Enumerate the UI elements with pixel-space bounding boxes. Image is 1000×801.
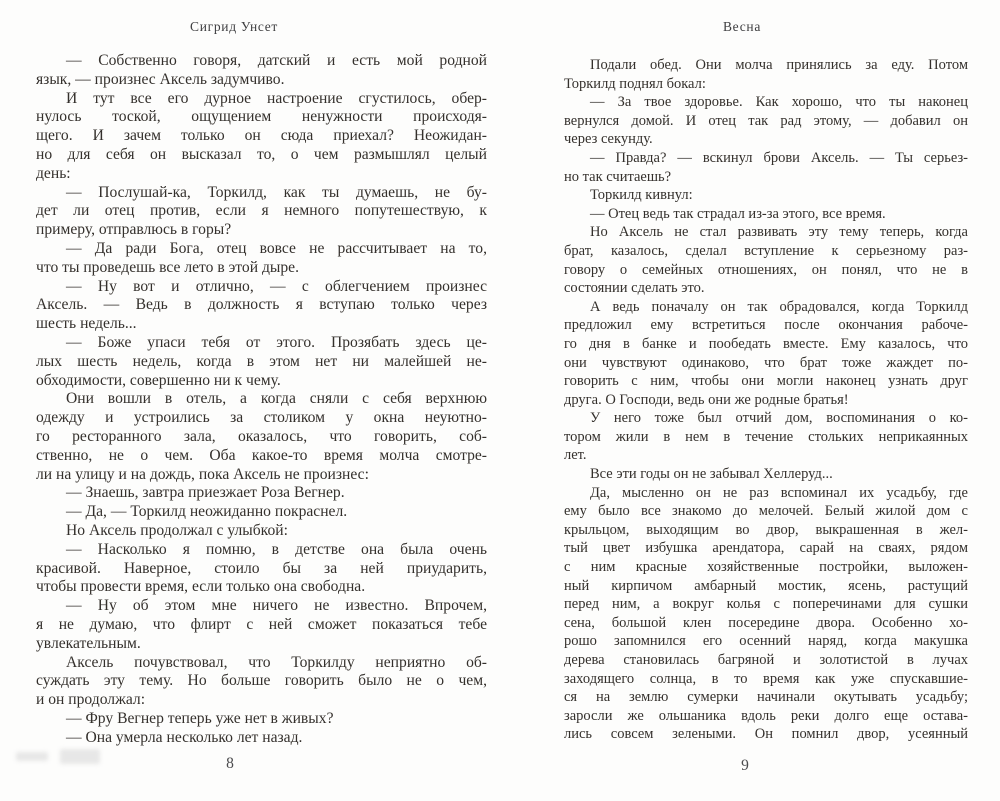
text-line: ли на улицу и на дождь, пока Аксель не произнес:: [36, 465, 369, 483]
text-line: — Правда? — вскинул брови Аксель. — Ты серьез-: [590, 149, 968, 166]
text-line: У него тоже был отчий дом, воспоминания о ко-: [590, 410, 968, 427]
text-line: друга. О Господи, ведь они же родные братья!: [564, 391, 849, 408]
text-line: — Фру Вегнер теперь уже нет в живых?: [66, 709, 334, 727]
text-line: шесть недель...: [36, 315, 137, 333]
text-line: нулось тоской, ощущением ненужности происходя-: [36, 108, 487, 126]
text-line: что ты проведешь все лето в этой дыре.: [36, 258, 299, 276]
text-line: они чувствуют одинаково, что брат тоже жаждет по-: [564, 354, 968, 371]
text-line: но для себя он высказал то, о чем размышлял целый: [36, 145, 487, 163]
text-line: Подали обед. Они молча принялись за еду. Потом: [590, 57, 968, 73]
left-page-number: 8: [226, 755, 234, 772]
text-line: го дня в банке и пообедать вместе. Ему казалось, что: [564, 335, 968, 352]
text-line: одежду и устроились за столиком у окна неуютно-: [36, 409, 487, 427]
text-line: красивой. Наверное, стоило бы за ней приударить,: [36, 559, 487, 577]
text-line: го ресторанного зала, оказалось, что говорить, соб-: [36, 427, 487, 445]
text-line: лых шесть недель, когда в этом нет ни малейшей не-: [36, 352, 487, 370]
text-line: лись совсем зелеными. Он помнил двор, усеянный: [564, 726, 968, 743]
text-line: Аксель. — Ведь в должность я вступаю только через: [36, 296, 487, 314]
text-line: Но Аксель продолжал с улыбкой:: [66, 521, 288, 539]
text-line: заходящего солнца, в то время как уже спускавшие-: [564, 670, 968, 687]
text-line: через секунду.: [564, 131, 653, 148]
text-line: дет ли отец против, если я немного попутешествую, к: [36, 202, 487, 220]
text-line: — Да ради Бога, отец вовсе не рассчитывает на то,: [66, 239, 487, 257]
text-line: язык, — произнес Аксель задумчиво.: [36, 70, 285, 88]
text-line: ный кирпичом амбарный мостик, ясень, растущий: [564, 577, 968, 594]
text-line: А ведь поначалу он так обрадовался, когда Торкилд: [590, 298, 968, 315]
left-page-text: [36, 52, 487, 747]
text-line: Торкилд кивнул:: [590, 187, 693, 204]
text-line: вернулся домой. И отец так рад этому, — добавил он: [564, 112, 968, 129]
scan-smudge: [16, 752, 48, 761]
text-line: чтобы провести время, если только она свободна.: [36, 578, 366, 596]
text-line: ему было все знакомо до мелочей. Белый жилой дом с: [564, 503, 968, 520]
text-line: Но Аксель не стал развивать эту тему теперь, когда: [590, 224, 968, 241]
text-line: Все эти годы он не забывал Хеллеруд...: [590, 466, 833, 483]
text-line: — Да, — Торкилд неожиданно покраснел.: [66, 503, 348, 521]
text-line: состоянии сделать это.: [564, 280, 705, 297]
text-line: — Собственно говоря, датский и есть мой родной: [66, 52, 487, 69]
text-line: ственно, не о чем. Оба какое-то время молча смотре-: [36, 446, 487, 464]
text-line: тый цвет избушка арендатора, сарай на сваях, рядом: [564, 540, 968, 557]
text-line: но так считаешь?: [564, 168, 672, 185]
text-line: дерева становилась багряной и золотистой в лучах: [564, 652, 968, 668]
right-page-text: [564, 56, 968, 744]
running-header-chapter: Весна: [722, 19, 762, 34]
text-line: — Отец ведь так страдал из-за этого, все время.: [590, 205, 886, 222]
text-line: Да, мысленно он не раз вспоминал их усадьбу, где: [590, 484, 968, 501]
text-line: суждать эту тему. Но больше говорить было не о чем,: [36, 672, 487, 690]
text-line: заросли же ольшаника вдоль реки долго еще остава-: [564, 707, 968, 724]
text-line: брат, казалось, сделал вступление к серьезному раз-: [564, 242, 968, 259]
scan-smudge: [60, 749, 100, 764]
text-line: И тут все его дурное настроение сгустилось, обер-: [66, 89, 487, 107]
text-line: я не думаю, что флирт с ней сможет показаться тебе: [36, 615, 487, 633]
text-line: примеру, отправлюсь в горы?: [36, 221, 232, 239]
text-line: — Насколько я помню, в детстве она была очень: [66, 540, 487, 558]
text-line: говорить с ним, чтобы они могли наконец узнать друг: [564, 373, 968, 390]
text-line: — Она умерла несколько лет назад.: [66, 728, 303, 746]
text-line: лет.: [564, 447, 587, 464]
text-line: — Послушай-ка, Торкилд, как ты думаешь, не бу-: [66, 183, 487, 201]
text-line: перед ним, а вокруг колья с поперечинами для сушки: [564, 596, 968, 613]
text-line: щего. И зачем только он сюда приехал? Неожидан-: [36, 127, 487, 145]
text-line: Торкилд поднял бокал:: [564, 75, 706, 92]
text-line: говору о семейных отношениях, он понял, что не в: [564, 261, 968, 278]
text-line: тором жили в нем в течение стольких неприкаянных: [564, 428, 968, 445]
text-line: — За твое здоровье. Как хорошо, что ты наконец: [590, 94, 968, 111]
text-line: — Знаешь, завтра приезжает Роза Вегнер.: [66, 484, 345, 502]
right-page-number: 9: [741, 757, 749, 774]
text-line: — Ну вот и отлично, — с облегчением произнес: [66, 277, 487, 295]
text-line: с ним красные хозяйственные постройки, выложен-: [564, 559, 968, 576]
text-line: предложил ему встретиться после окончания рабоче-: [564, 317, 968, 334]
text-line: обходимости, совершенно ни к чему.: [36, 371, 281, 389]
text-line: и он продолжал:: [36, 691, 146, 709]
text-line: — Боже упаси тебя от этого. Прозябать здесь це-: [66, 333, 487, 351]
text-line: сена, большой клен посередине двора. Особенно хо-: [564, 614, 968, 631]
text-line: ся на землю сумерки начинали окутывать усадьбу;: [564, 689, 968, 706]
text-line: — Ну об этом мне ничего не известно. Впрочем,: [66, 597, 487, 615]
text-line: рошо запомнился его осенний наряд, когда макушка: [564, 633, 968, 650]
running-header-author: Сигрид Унсет: [189, 19, 279, 34]
text-line: Они вошли в отель, а когда сняли с себя верхнюю: [66, 390, 487, 408]
text-line: Аксель почувствовал, что Торкилду неприятно об-: [66, 653, 487, 671]
text-line: крыльцом, выходящим во двор, выкрашенная в жел-: [564, 521, 968, 538]
text-line: увлекательным.: [36, 634, 141, 652]
text-line: день:: [36, 164, 71, 182]
